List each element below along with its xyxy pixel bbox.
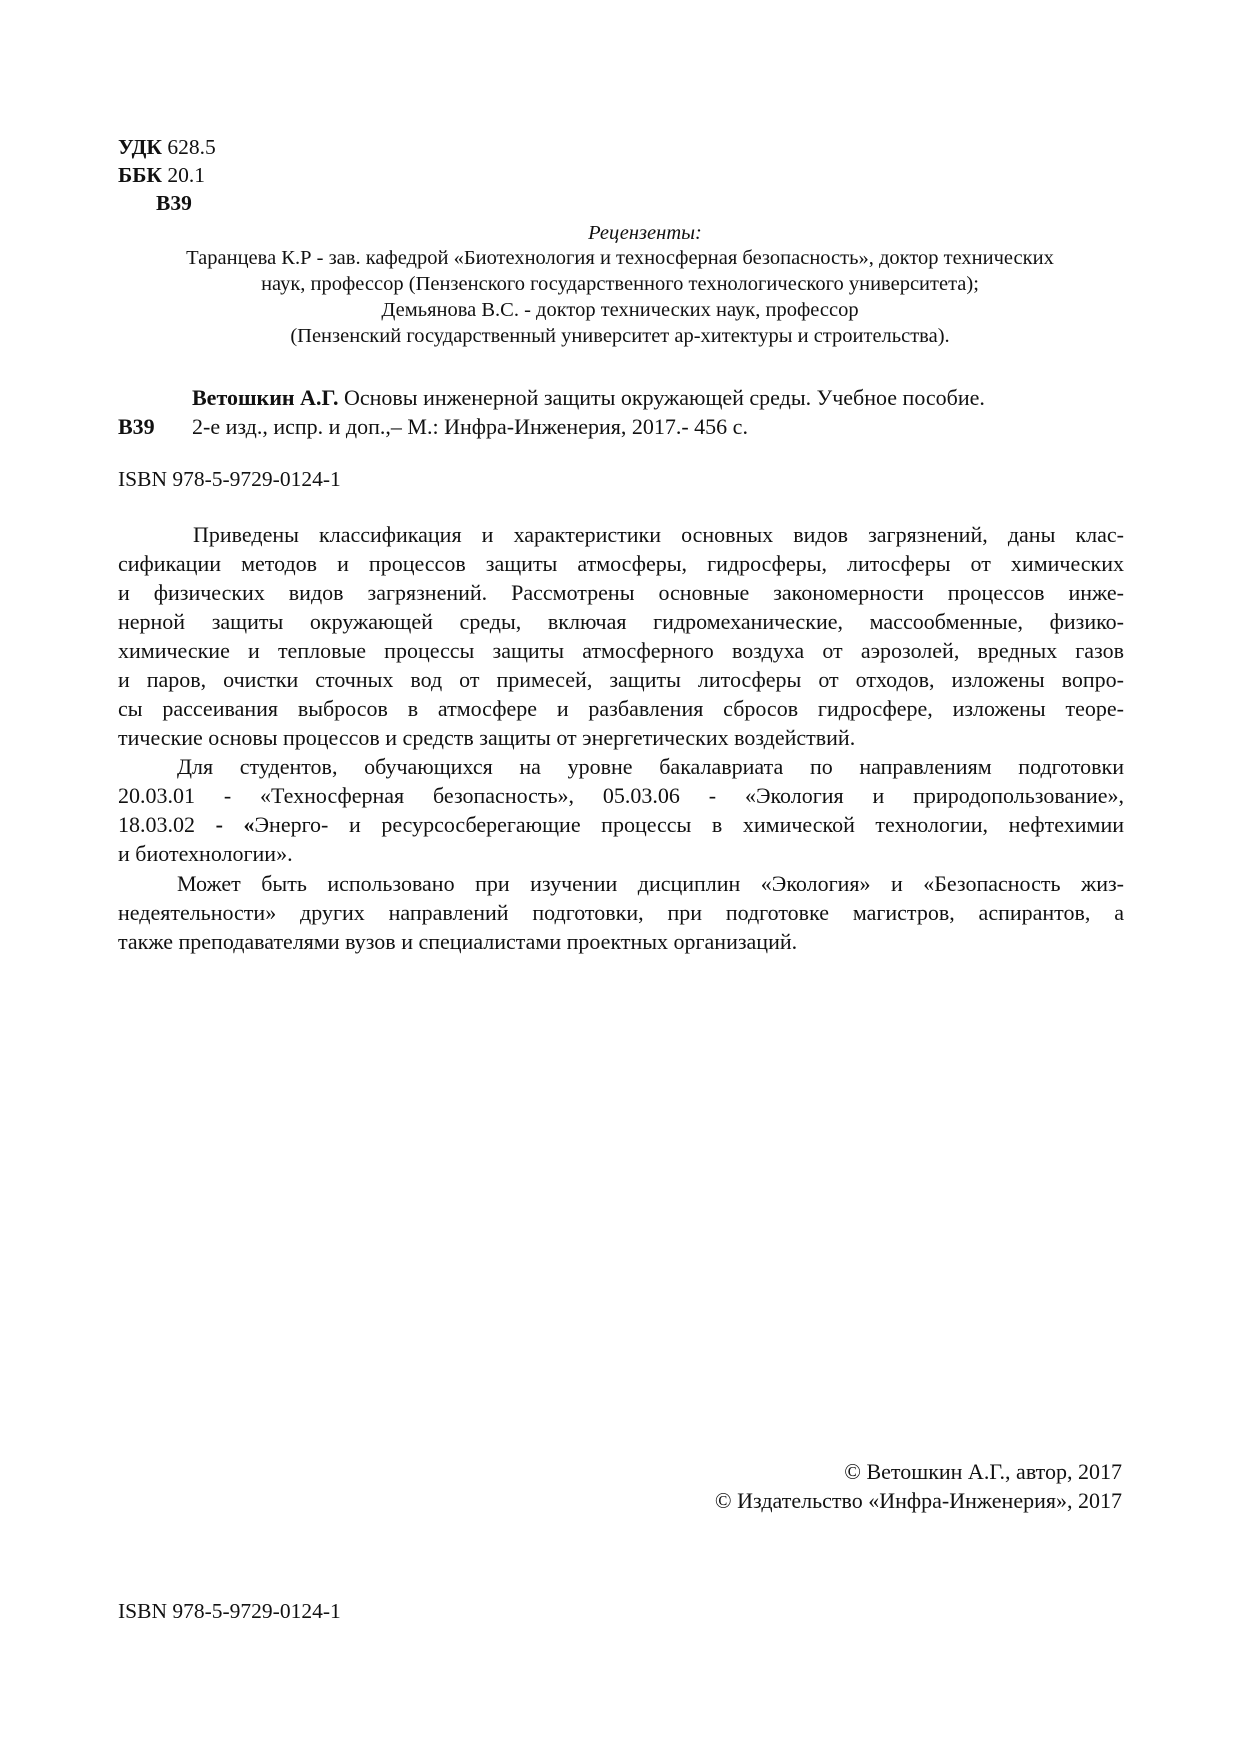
- abstract-p3-line-3: также преподавателями вузов и специалистами проектных организаций.: [118, 929, 798, 954]
- reviewer-line-4: (Пензенский государственный университет ар-хитектуры и строительства).: [290, 325, 950, 347]
- abstract-p2-line-3: [118, 810, 1124, 839]
- abstract-paragraph-3: [118, 869, 1124, 956]
- book-title: Основы инженерной защиты окружающей среды. Учебное пособие.: [343, 385, 985, 410]
- book-author: Ветошкин А.Г.: [192, 385, 339, 410]
- abstract-p2-line-2: 20.03.01 - «Техносферная безопасность», 05.03.06 - «Экология и природопользование»,: [118, 783, 1124, 808]
- reviewer-line-2: наук, профессор (Пензенского государственного технологического университета);: [261, 273, 979, 295]
- abstract-p1-line-4: нерной защиты окружающей среды, включая гидромеханические, массообменные, физико-: [118, 609, 1124, 634]
- abstract-p1-line-7: сы рассеивания выбросов в атмосфере и разбавления сбросов гидросфере, изложены теоре-: [118, 696, 1124, 721]
- bold-dash-quote: - «: [215, 812, 255, 837]
- abstract-p3-line-2: недеятельности» других направлений подготовки, при подготовке магистров, аспирантов, а: [118, 900, 1124, 925]
- abstract-p2-line-1: Для студентов, обучающихся на уровне бакалавриата по направлениям подготовки: [177, 754, 1124, 779]
- abstract-p1-line-6: и паров, очистки сточных вод от примесей, защиты литосферы от отходов, изложены вопро-: [118, 667, 1124, 692]
- udk-label: УДК: [118, 135, 162, 159]
- isbn-bottom: ISBN 978-5-9729-0124-1: [118, 1599, 341, 1623]
- copyright-author: © Ветошкин А.Г., автор, 2017: [844, 1459, 1122, 1484]
- abstract-p1-line-2: сификации методов и процессов защиты атмосферы, гидросферы, литосферы от химических: [118, 551, 1124, 576]
- abstract-p3-line-1: Может быть использовано при изучении дисциплин «Экология» и «Безопасность жиз-: [177, 871, 1124, 896]
- bbk-value: 20.1: [167, 163, 206, 187]
- abstract-p1-line-1: Приведены классификация и характеристики основных видов загрязнений, даны клас-: [193, 522, 1124, 547]
- abstract-paragraph-2: [118, 752, 1124, 868]
- reviewer-line-3: Демьянова В.С. - доктор технических наук, профессор: [381, 299, 859, 321]
- bibliography-title-line: [192, 383, 985, 412]
- direction-name-energy: Энерго- и ресурсосберегающие процессы в химической технологии, нефтехимии: [254, 812, 1125, 837]
- isbn-top: ISBN 978-5-9729-0124-1: [118, 467, 341, 491]
- abstract-p1-line-5: химические и тепловые процессы защиты атмосферного воздуха от аэрозолей, вредных газов: [118, 638, 1124, 663]
- abstract-paragraph-1: [118, 520, 1124, 752]
- author-mark-top: В39: [156, 191, 192, 215]
- reviewers-heading: Рецензенты:: [588, 222, 702, 244]
- author-mark-bibliography: В39: [118, 414, 155, 439]
- reviewer-line-1: Таранцева К.Р - зав. кафедрой «Биотехнология и техносферная безопасность», доктор технических: [186, 247, 1054, 269]
- abstract-p1-line-3: и физических видов загрязнений. Рассмотрены основные закономерности процессов инже-: [118, 580, 1124, 605]
- udk-value: 628.5: [167, 135, 216, 159]
- edition-info: 2-е изд., испр. и доп.,– М.: Инфра-Инженерия, 2017.- 456 с.: [192, 414, 748, 439]
- direction-code-18-03-02: 18.03.02: [118, 812, 195, 837]
- copyright-publisher: © Издательство «Инфра-Инженерия», 2017: [714, 1488, 1122, 1513]
- udk-line: [118, 134, 216, 161]
- bbk-line: [118, 162, 205, 189]
- abstract-p2-line-4: и биотехнологии».: [118, 841, 293, 866]
- abstract-p1-line-8: тические основы процессов и средств защиты от энергетических воздействий.: [118, 725, 856, 750]
- bbk-label: ББК: [118, 163, 163, 187]
